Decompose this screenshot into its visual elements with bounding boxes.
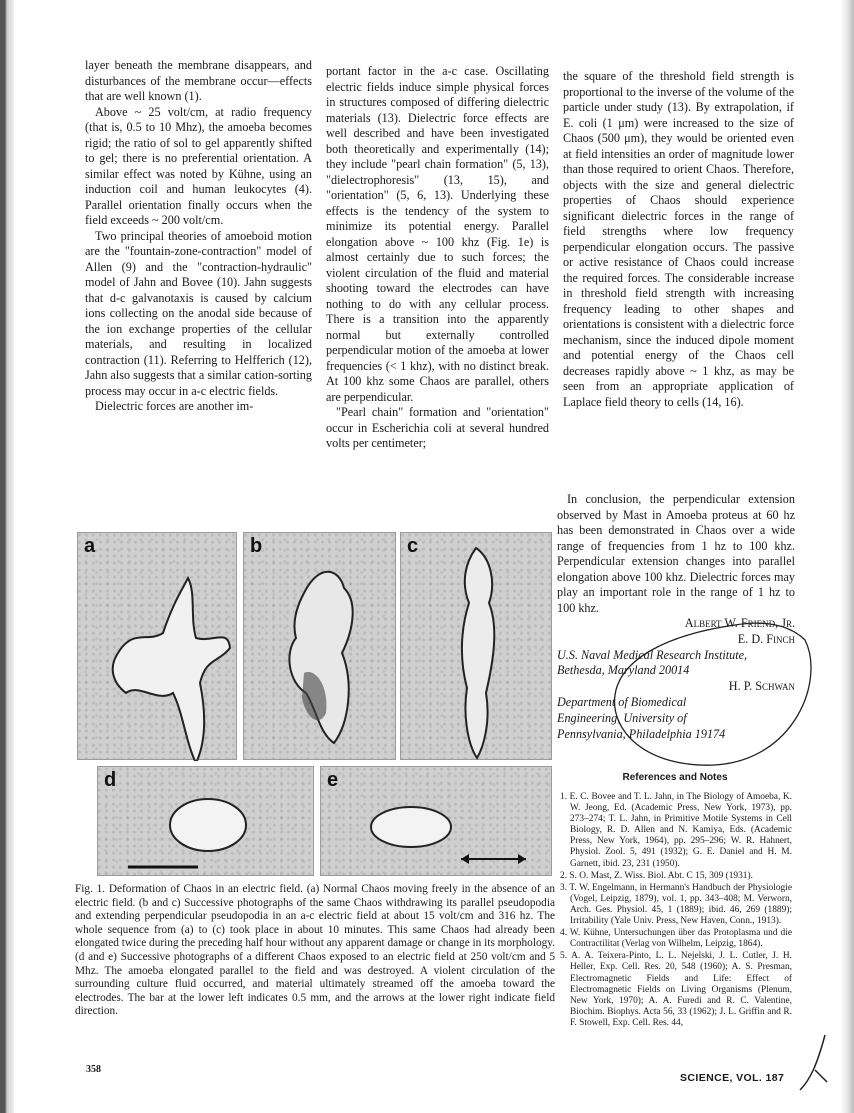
- journal-footer: SCIENCE, VOL. 187: [680, 1072, 785, 1084]
- reference-item: 4. W. Kühne, Untersuchungen über das Protoplasma und die Contractilitat (Verlag von Wilhelm, Leipzig, 1864).: [560, 928, 792, 950]
- figure-panel-a: [77, 532, 237, 760]
- affiliation: U.S. Naval Medical Research Institute,: [557, 647, 748, 662]
- conclusion-paragraph: In conclusion, the perpendicular extension observed by Mast in Amoeba proteus at 60 hz has been demonstrated in Chaos over a wide range of frequencies from 1 hz to 100 khz. Perpendicular extension changes into parallel elongation above 100 khz. Dielectric forces may play an important role in the range of 1 hz to 100 khz.: [557, 492, 795, 615]
- paragraph: Dielectric forces are another im-: [95, 399, 254, 413]
- reference-item: 2. S. O. Mast, Z. Wiss. Biol. Abt. C 15, 309 (1931).: [560, 870, 753, 881]
- references-list: [560, 792, 792, 1030]
- paragraph: layer beneath the membrane disappears, and disturbances of the membrane occur—effects that are well known (1).: [85, 58, 312, 103]
- amoeba-image: [244, 533, 397, 761]
- amoeba-image: [321, 767, 553, 877]
- amoeba-image: [401, 533, 553, 761]
- figure-panel-e: [320, 766, 552, 876]
- figure-panel-d: [97, 766, 314, 876]
- affiliation: Pennsylvania, Philadelphia 19174: [557, 726, 726, 741]
- author-name: E. D. Finch: [737, 631, 795, 646]
- figure-1: [77, 532, 552, 876]
- text-column-2: [326, 64, 549, 452]
- amoeba-image: [78, 533, 238, 761]
- panel-label: b: [250, 535, 263, 557]
- reference-item: 1. E. C. Bovee and T. L. Jahn, in The Biology of Amoeba, K. W. Jeong, Ed. (Academic Press, New York, 1973), pp. 273–274; T. L. Jahn, in Primitive Motile Systems in Cell Biology, R. D. Allen and N. Kamiya, Eds. (Academic Press, New York, 1964), pp. 295–296; W. R. Hahnert, Physiol. Zool. 5, 491 (1932); G. E. Daniel and H. M. Garnett, ibid. 23, 231 (1950).: [560, 792, 792, 869]
- text-column-3: [563, 69, 794, 410]
- author-name: Albert W. Friend, Jr.: [684, 616, 795, 630]
- figure-caption: Fig. 1. Deformation of Chaos in an electric field. (a) Normal Chaos moving freely in the absence of an electric field. (b and c) Successive photographs of the same Chaos withdrawing its parallel pseudopodia and extending perpendicular pseudopodia in an a-c electric field at about 15 volt/cm and 316 hz. The whole sequence from (a) to (c) took place in about 10 minutes. This same Chaos had already been elongated twice during the preceding half hour without any apparent damage or change in its morphology. (d and e) Successive photographs of a different Chaos exposed to an electric field at 250 volt/cm and 5 Mhz. The amoeba elongated parallel to the field and was destroyed. A violent circulation of the surrounding culture fluid occurred, and material ultimately streamed off the amoeba toward the electrodes. The bar at the lower left indicates 0.5 mm, and the arrows at the lower right indicate field direction.: [75, 883, 555, 1018]
- affiliation: Engineering, University of: [557, 710, 687, 725]
- affiliation: Department of Biomedical: [557, 694, 687, 709]
- paragraph: Above ~ 25 volt/cm, at radio frequency (that is, 0.5 to 10 Mhz), the amoeba becomes rigid; the ratio of sol to gel apparently shifted to gel; there is no preferential orientation. A similar effect was noted by Kühne, using an induction coil and human leukocytes (4). Parallel orientation finally occurs when the field exceeds ~ 200 volt/cm.: [85, 104, 312, 227]
- paragraph: portant factor in the a-c case. Oscillating electric fields induce simple physical forces in structures composed of differing dielectric materials (13). Dielectric force effects are well described and have been investigated both theoretically and experimentally (14); they include "pearl chain formation" (5, 13), "dielectrophoresis" (13, 15), and "orientation" (5, 6, 13). Underlying these effects is the tendency of the system to minimize its potential energy. Parallel elongation above ~ 100 khz (Fig. 1e) is almost certainly due to such forces; the violent circulation of the fluid and material shooting toward the electrodes can have nothing to do with any cellular process. There is a transition into the apparently normal but externally controlled perpendicular motion of the amoeba at lower frequencies (< 1 khz), with no distinct break. At 100 khz some Chaos are parallel, others are perpendicular.: [326, 64, 549, 404]
- handwritten-annotation-loop: [595, 600, 825, 780]
- paragraph: Two principal theories of amoeboid motion are the "fountain-zone-contraction" model of Allen (9) and the "contraction-hydraulic" model of Jahn and Bovee (10). Jahn suggests that d-c galvanotaxis is caused by calcium ions collecting on the anodal side because of the ion exchange properties of the cellular materials, and resulting in localized contraction (11). Referring to Helfferich (12), Jahn also suggests that a similar cation-sorting process may occur in a-c electric fields.: [85, 228, 312, 398]
- amoeba-image: [98, 767, 315, 877]
- panel-label: d: [104, 769, 117, 791]
- panel-label: a: [84, 535, 96, 557]
- panel-label: e: [327, 769, 339, 791]
- page-edge-shadow-left: [0, 0, 14, 1113]
- page-edge-shadow-right: [840, 0, 854, 1113]
- reference-item: 3. T. W. Engelmann, in Hermann's Handbuch der Physiologie (Vogel, Leipzig, 1879), vol. 1, pp. 343–408; M. Verworn, Arch. Ges. Physiol. 45, 1 (1889); ibid. 46, 269 (1889); Irritability (Yale Univ. Press, New Haven, Conn., 1913).: [560, 882, 792, 927]
- figure-panel-c: [400, 532, 552, 760]
- affiliation: Bethesda, Maryland 20014: [557, 663, 690, 678]
- reference-item: 5. A. A. Teixera-Pinto, L. L. Nejelski, J. L. Cutler, J. H. Heller, Exp. Cell. Res. 20, 548 (1960); A. S. Presman, Electromagnetic Fields and Life: Effect of Electromagnetic Fields on Living Organisms (Plenum, New York, 1970); A. A. Furedi and R. C. Valentine, Biochim. Biophys. Acta 56, 33 (1962); J. L. Griffin and R. F. Stowell, Exp. Cell. Res. 44,: [560, 951, 792, 1028]
- references-heading: References and Notes: [622, 772, 728, 783]
- panel-label: c: [407, 535, 419, 557]
- text-column-1: [85, 58, 312, 415]
- figure-panel-b: [243, 532, 396, 760]
- handwritten-check-mark: [795, 1030, 835, 1100]
- author-name: H. P. Schwan: [728, 679, 795, 694]
- paragraph: the square of the threshold field strength is proportional to the inverse of the volume of the particle under study (13). By extrapolation, if E. coli (1 μm) were increased to the size of Chaos (500 μm), they would be oriented even at field intensities an order of magnitude lower than those required to orient Chaos. Therefore, objects with the size and general dielectric properties of Chaos should experience significant dielectric forces in the range of field strengths where low frequency perpendicular elongation occurs. The passive or active resistance of Chaos could increase the required forces. The considerable increase in threshold field strength with increasing frequency leading to other shapes and orientations is consistent with a dielectric force mechanism, since the induced dipole moment and potential energy of the Chaos cell decreases rapidly above ~ 1 khz, as may be seen from an appropriate application of Laplace field theory to cells (14, 16).: [563, 69, 794, 409]
- page-number: 358: [86, 1064, 101, 1075]
- paragraph: "Pearl chain" formation and "orientation" occur in Escherichia coli at several hundred volts per centimeter;: [326, 405, 549, 450]
